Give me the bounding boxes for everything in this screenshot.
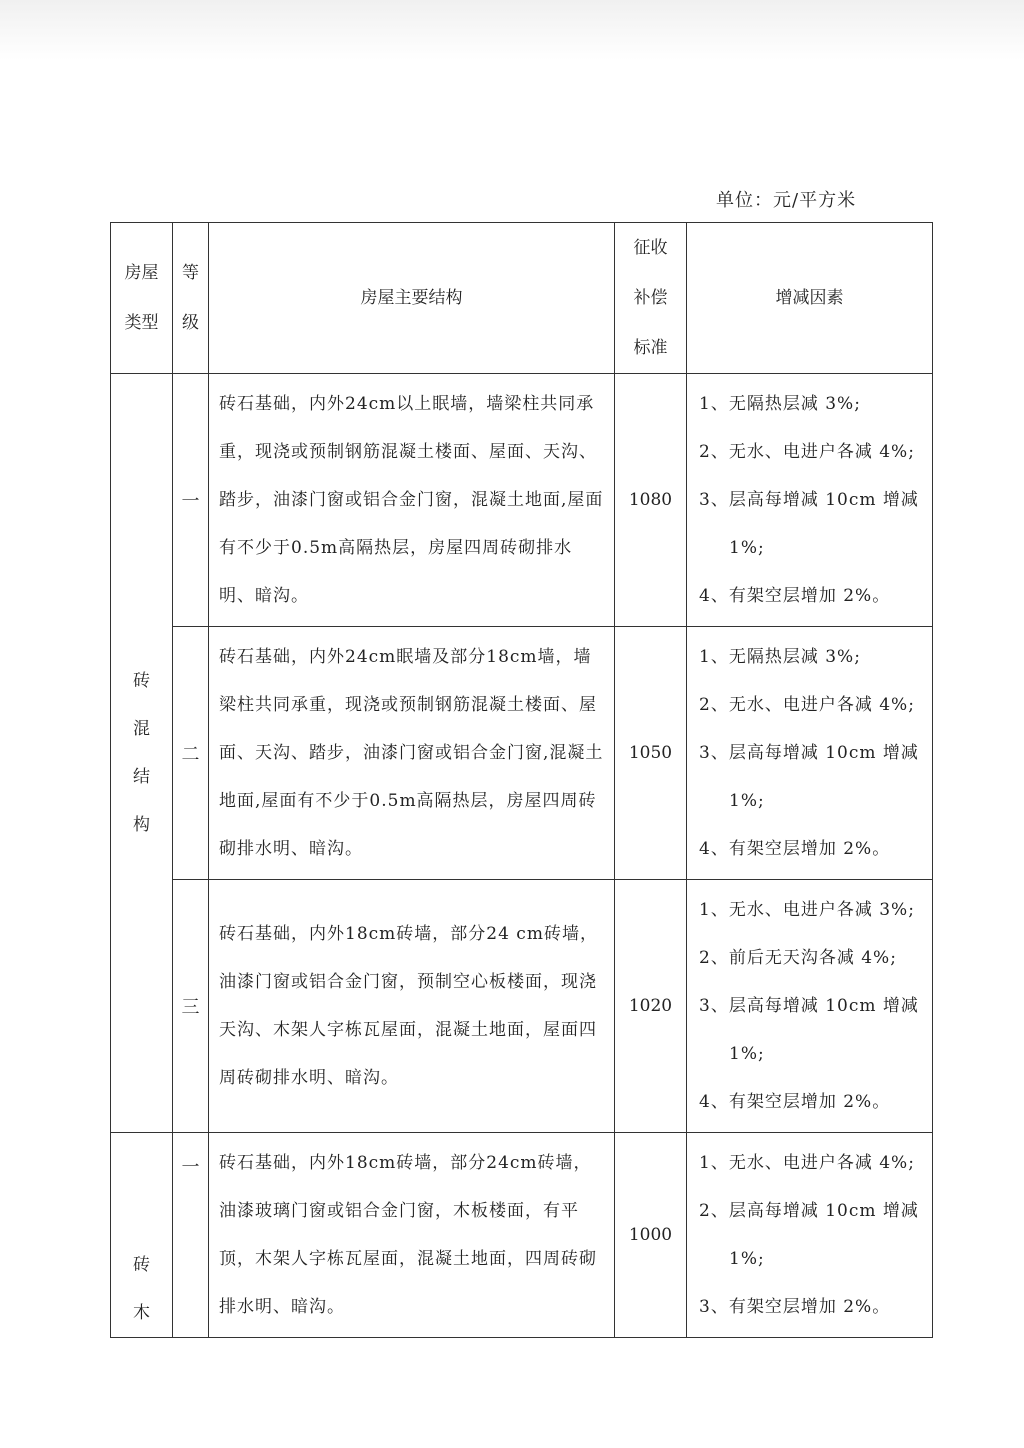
- header-grade: [173, 223, 209, 374]
- table-row: [111, 880, 933, 1133]
- grade-cell: 一: [173, 1133, 209, 1338]
- header-standard-line3: 标准: [633, 338, 668, 358]
- grade-cell: 一: [173, 374, 209, 627]
- structure-cell: 砖石基础，内外18cm砖墙，部分24cm砖墙，油漆玻璃门窗或铝合金门窗，木板楼面，有平顶，木架人字栋瓦屋面，混凝土地面，四周砖砌排水明、暗沟。: [209, 1133, 615, 1338]
- factor-item: 4、有架空层增加 2%。: [699, 839, 891, 859]
- factor-item: 1%;: [729, 538, 765, 558]
- factors-cell: [687, 374, 933, 627]
- header-grade-line1: 等: [182, 263, 199, 283]
- header-factors: 增减因素: [687, 223, 933, 374]
- price-cell: 1050: [615, 627, 687, 880]
- compensation-table: [110, 222, 933, 1338]
- type-char: 砖: [133, 1255, 150, 1275]
- scan-shading: [0, 0, 1024, 60]
- factor-item: 1%;: [729, 791, 765, 811]
- factor-item: 3、层高每增减 10cm 增减: [699, 743, 919, 763]
- factor-item: 4、有架空层增加 2%。: [699, 1092, 891, 1112]
- factor-item: 3、层高每增减 10cm 增减: [699, 996, 919, 1016]
- table-row: [111, 374, 933, 627]
- price-cell: 1080: [615, 374, 687, 627]
- type-char: 构: [133, 815, 150, 835]
- factor-item: 2、层高每增减 10cm 增减: [699, 1201, 919, 1221]
- type-cell-brick-wood: [111, 1133, 173, 1338]
- factors-cell: [687, 627, 933, 880]
- header-type: [111, 223, 173, 374]
- factor-item: 4、有架空层增加 2%。: [699, 586, 891, 606]
- factor-item: 1、无水、电进户各减 3%;: [699, 900, 915, 920]
- header-type-line2: 类型: [124, 313, 159, 333]
- unit-label: 单位：元/平方米: [716, 190, 857, 211]
- structure-cell: 砖石基础，内外24cm眠墙及部分18cm墙，墙梁柱共同承重，现浇或预制钢筋混凝土楼面、屋面、天沟、踏步，油漆门窗或铝合金门窗,混凝土地面,屋面有不少于0.5m高隔热层，房屋四周砖砌排水明、暗沟。: [209, 627, 615, 880]
- header-standard-line1: 征收: [633, 238, 668, 258]
- header-standard-line2: 补偿: [633, 288, 668, 308]
- type-char: 木: [133, 1303, 150, 1323]
- header-standard: [615, 223, 687, 374]
- type-char: 结: [133, 767, 150, 787]
- structure-cell: 砖石基础，内外18cm砖墙，部分24 cm砖墙，油漆门窗或铝合金门窗，预制空心板楼面，现浇天沟、木架人字栋瓦屋面，混凝土地面，屋面四周砖砌排水明、暗沟。: [209, 880, 615, 1133]
- table-row: [111, 1133, 933, 1338]
- grade-cell: 二: [173, 627, 209, 880]
- factor-item: 1、无隔热层减 3%;: [699, 394, 861, 414]
- header-grade-line2: 级: [182, 313, 199, 333]
- factor-item: 3、有架空层增加 2%。: [699, 1297, 891, 1317]
- factor-item: 1、无隔热层减 3%;: [699, 647, 861, 667]
- factor-item: 3、层高每增减 10cm 增减: [699, 490, 919, 510]
- factor-item: 2、无水、电进户各减 4%;: [699, 695, 915, 715]
- factors-cell: [687, 880, 933, 1133]
- factor-item: 2、前后无天沟各减 4%;: [699, 948, 897, 968]
- factor-item: 1%;: [729, 1044, 765, 1064]
- factor-item: 1、无水、电进户各减 4%;: [699, 1153, 915, 1173]
- factor-item: 2、无水、电进户各减 4%;: [699, 442, 915, 462]
- grade-cell: 三: [173, 880, 209, 1133]
- type-cell-brick-concrete: [111, 374, 173, 1133]
- factor-item: 1%;: [729, 1249, 765, 1269]
- header-type-line1: 房屋: [124, 263, 159, 283]
- price-cell: 1000: [615, 1133, 687, 1338]
- table-row: [111, 627, 933, 880]
- structure-cell: 砖石基础，内外24cm以上眠墙，墙梁柱共同承重，现浇或预制钢筋混凝土楼面、屋面、天沟、踏步，油漆门窗或铝合金门窗，混凝土地面,屋面有不少于0.5m高隔热层，房屋四周砖砌排水明、暗沟。: [209, 374, 615, 627]
- type-char: 混: [133, 719, 150, 739]
- header-structure: 房屋主要结构: [209, 223, 615, 374]
- header-row: [111, 223, 933, 374]
- price-cell: 1020: [615, 880, 687, 1133]
- type-char: 砖: [133, 671, 150, 691]
- factors-cell: [687, 1133, 933, 1338]
